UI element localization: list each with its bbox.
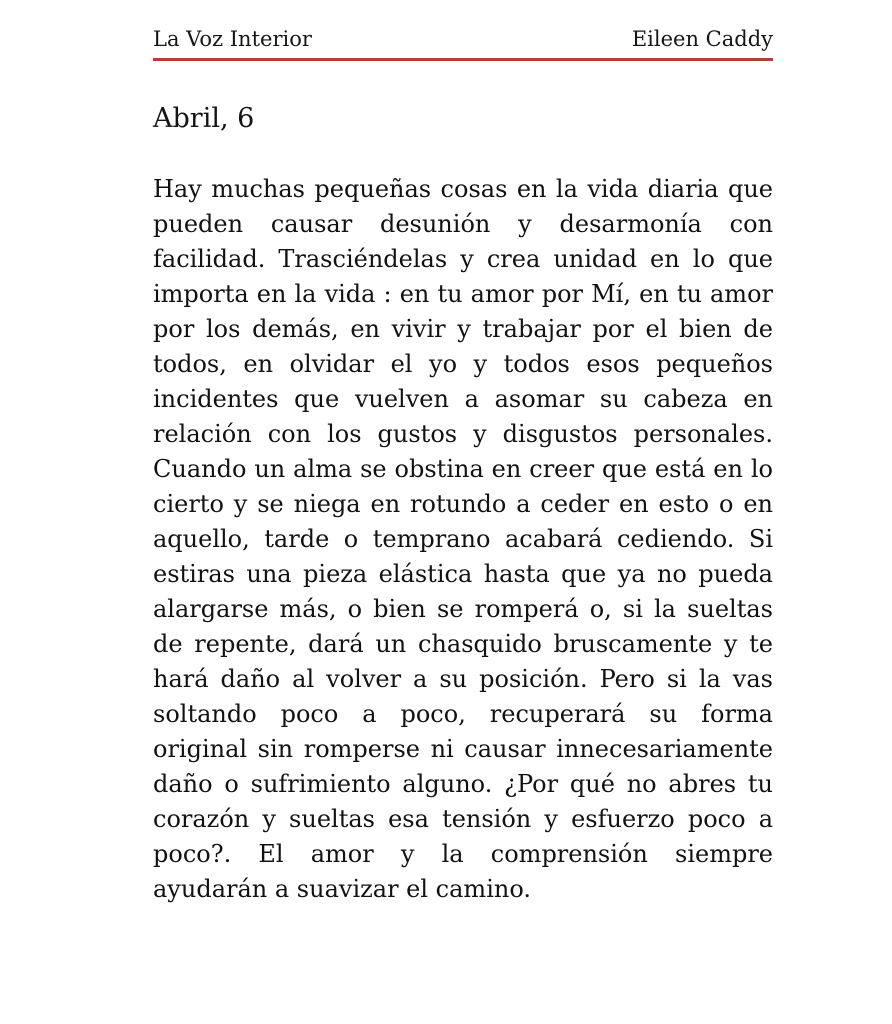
author-name: Eileen Caddy [631,27,773,51]
entry-body-paragraph: Hay muchas pequeñas cosas en la vida diaria que pueden causar desunión y desarmonía con facilidad. Trasciéndelas y crea unidad en lo que importa en la vida : en tu amor por Mí, en tu amor por los demás, en vivir y trabajar por el bien de todos, en olvidar el yo y todos esos pequeños incidentes que vuelven a asomar su cabeza en relación con los gustos y disgustos personales. Cuando un alma se obstina en creer que está en lo cierto y se niega en rotundo a ceder en esto o en aquello, tarde o temprano acabará cediendo. Si estiras una pieza elástica hasta que ya no pueda alargarse más, o bien se romperá o, si la sueltas de repente, dará un chasquido bruscamente y te hará daño al volver a su posición. Pero si la vas soltando poco a poco, recuperará su forma original sin romperse ni causar innecesariamente daño o sufrimiento alguno. ¿Por qué no abres tu corazón y sueltas esa tensión y esfuerzo poco a poco?. El amor y la comprensión siempre ayudarán a suavizar el camino. [153,175,773,904]
page-content [153,0,773,907]
book-title: La Voz Interior [153,27,312,51]
date-heading: Abril, 6 [153,103,255,135]
page-header [153,0,773,61]
